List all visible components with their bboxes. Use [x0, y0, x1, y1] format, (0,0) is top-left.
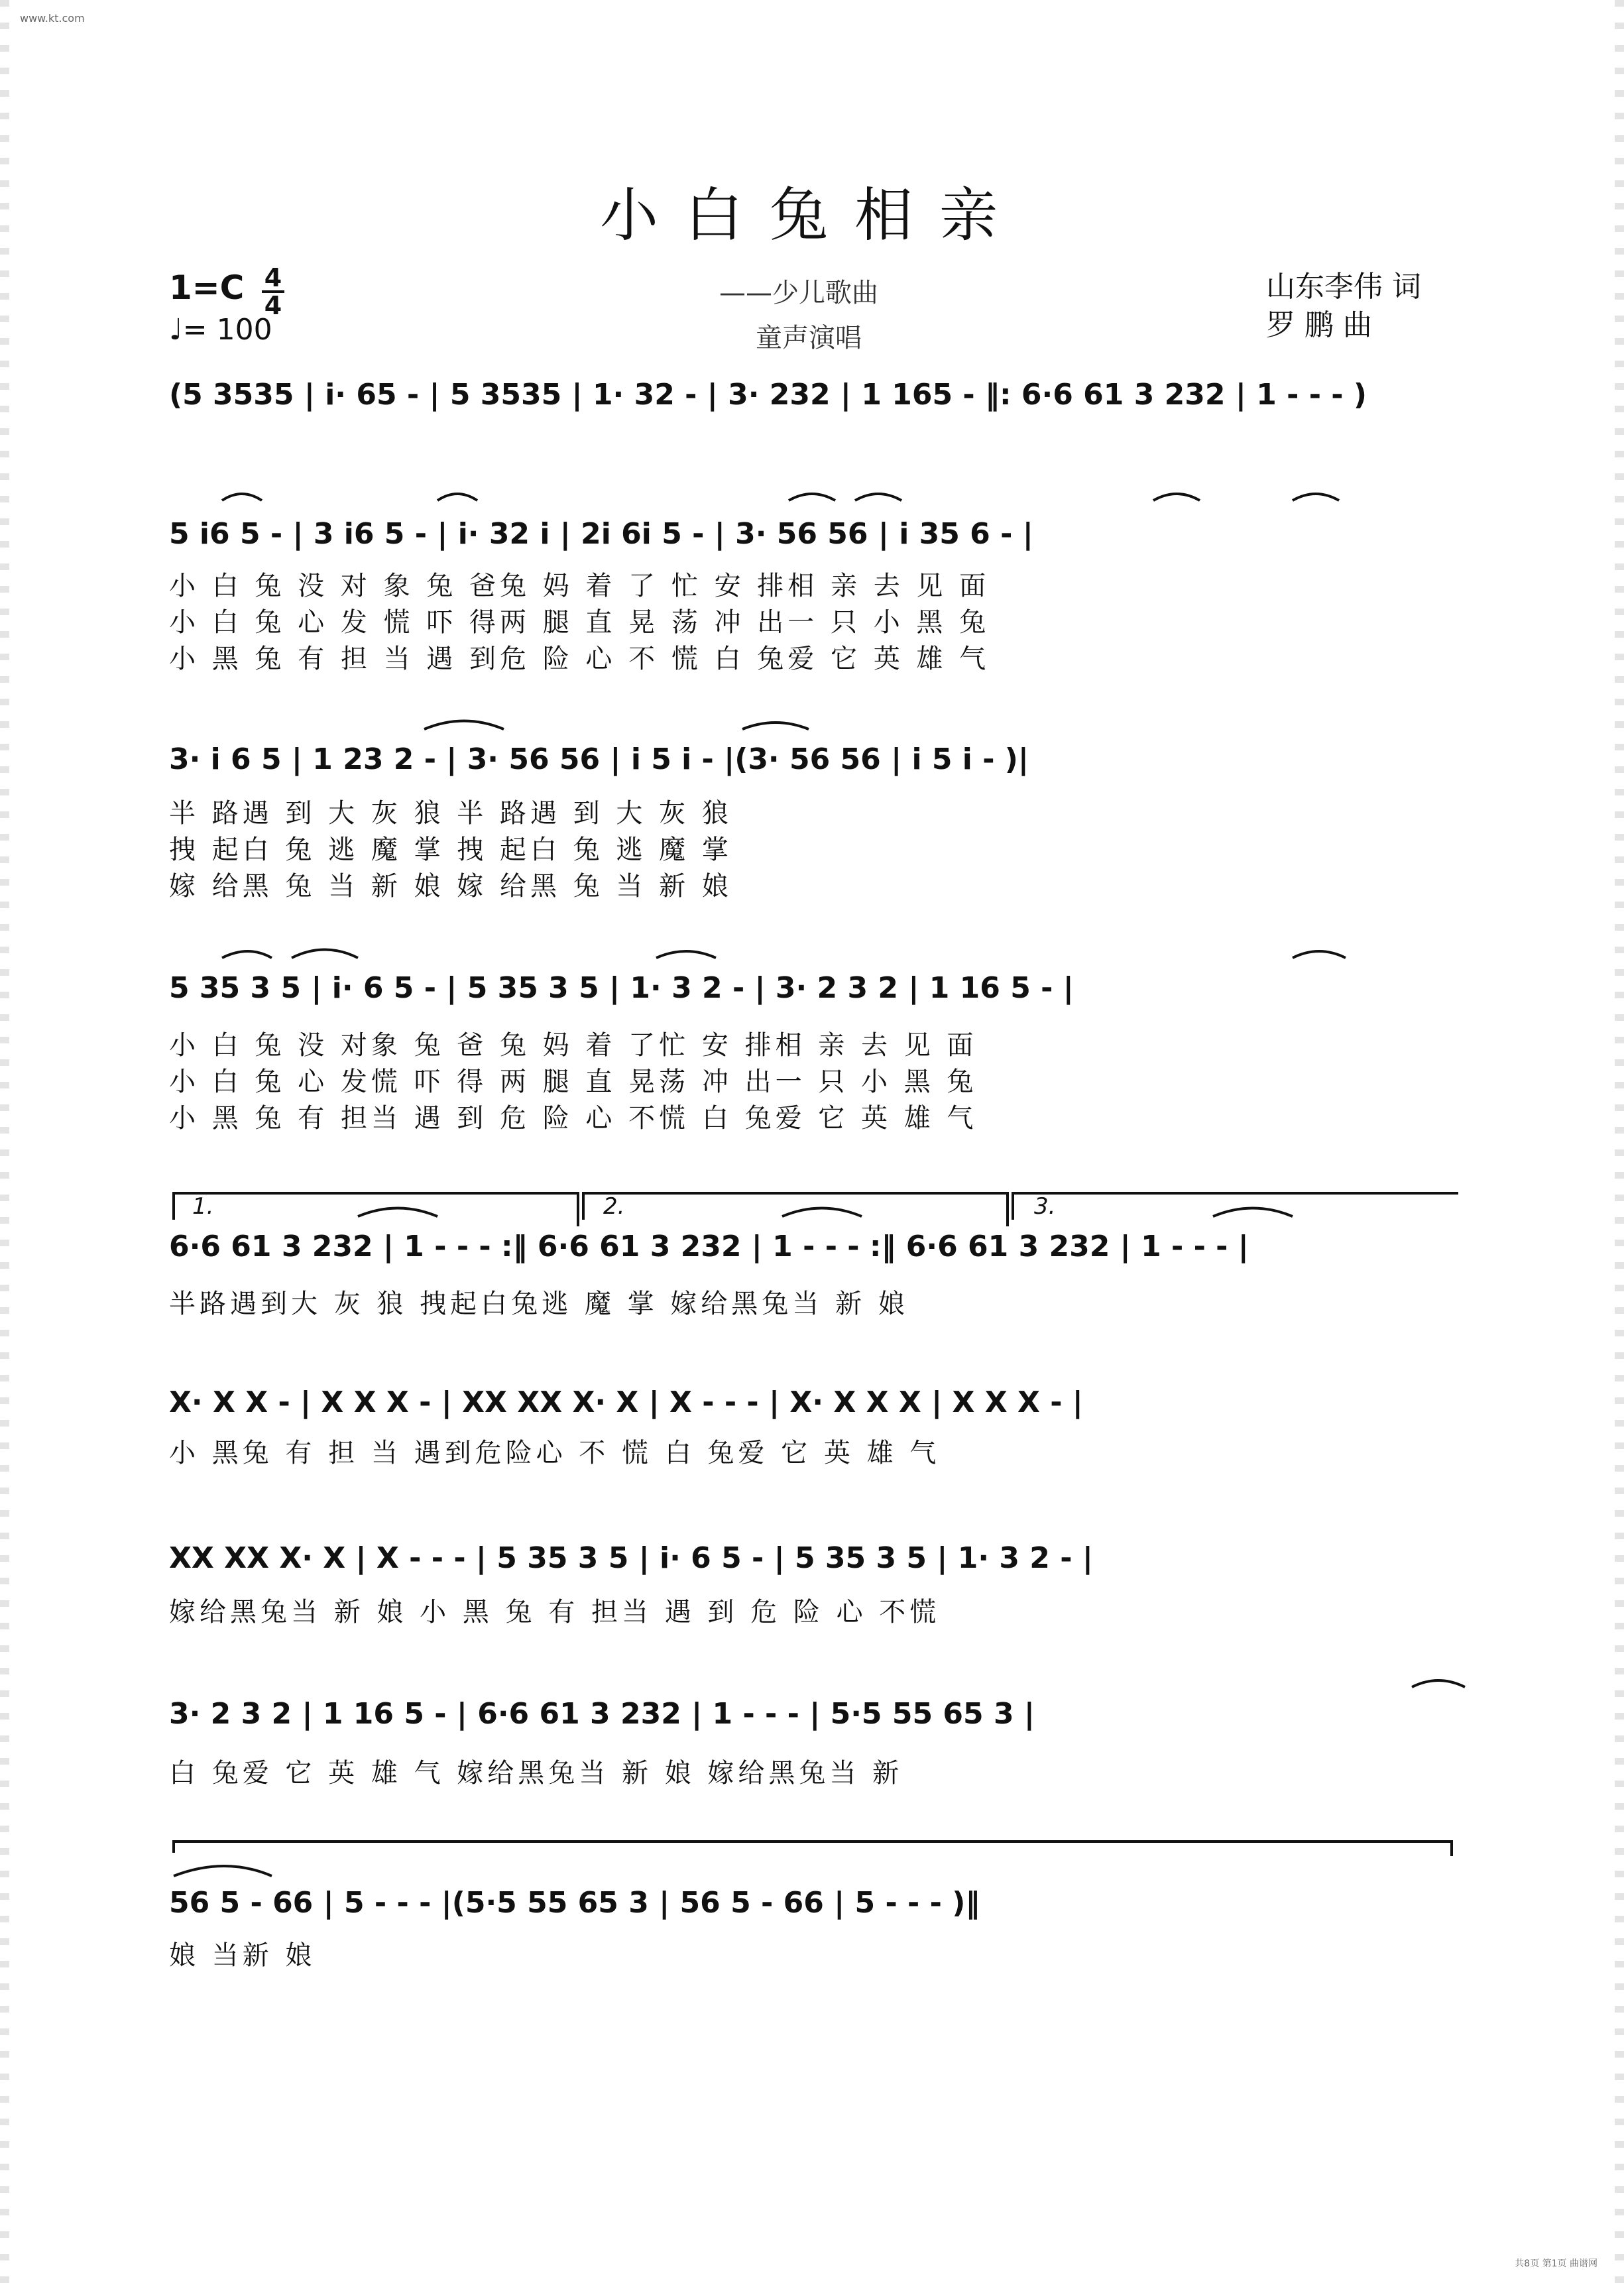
lyric-line: 娘 当新 娘: [169, 1940, 316, 1971]
lyric-line: 小 白 兔 心 发慌 吓 得 两 腿 直 晃荡 冲 出一 只 小 黑 兔: [169, 1067, 978, 1097]
score-system-5: 6·6 61 3 232 | 1 - - - :‖ 6·6 61 3 232 | 1 - - - :‖ 6·6 61 3 232 | 1 - - - |: [169, 1230, 1249, 1263]
score-system-8: 3· 2 3 2 | 1 16 5 - | 6·6 61 3 232 | 1 - - - | 5·5 55 65 3 |: [169, 1697, 1035, 1731]
slur: [424, 721, 504, 730]
lyric-line: 小 黑兔 有 担 当 遇到危险心 不 慌 白 兔爱 它 英 雄 气: [169, 1438, 941, 1468]
slur: [437, 494, 477, 500]
score-system-6: X· X X - | X X X - | XX XX X· X | X - - - | X· X X X | X X X - |: [169, 1385, 1083, 1419]
meter-bottom: 4: [264, 291, 282, 320]
volta-bracket-2: [583, 1193, 1008, 1226]
slur: [1293, 951, 1346, 958]
performer: 童声演唱: [756, 323, 862, 353]
volta-2-label: 2.: [603, 1193, 625, 1220]
lyricist-credit: 山东李伟 词: [1266, 270, 1421, 304]
score-system-1: (5 3535 | i· 65 - | 5 3535 | 1· 32 - | 3· 232 | 1 165 - ‖: 6·6 61 3 232 | 1 - - - ): [169, 378, 1367, 412]
lyric-line: 嫁 给黑 兔 当 新 娘 嫁 给黑 兔 当 新 娘: [169, 871, 732, 902]
slur: [782, 1208, 862, 1217]
score-system-7: XX XX X· X | X - - - | 5 35 3 5 | i· 6 5 - | 5 35 3 5 | 1· 3 2 - |: [169, 1541, 1093, 1575]
volta-bracket-3: [1013, 1193, 1458, 1220]
slur: [1213, 1208, 1293, 1217]
score-system-3: 3· i 6 5 | 1 23 2 - | 3· 56 56 | i 5 i - |(3· 56 56 | i 5 i - )|: [169, 742, 1029, 776]
lyric-line: 白 兔爱 它 英 雄 气 嫁给黑兔当 新 娘 嫁给黑兔当 新: [169, 1758, 903, 1788]
lyric-line: 小 白 兔 没 对 象 兔 爸兔 妈 着 了 忙 安 排相 亲 去 见 面: [169, 571, 990, 601]
subtitle: ——少儿歌曲: [719, 278, 878, 308]
footer-text: 共8页 第1页 曲谱网: [1515, 2258, 1597, 2269]
score-system-2: 5 i6 5 - | 3 i6 5 - | i· 32 i | 2i 6i 5 - | 3· 56 56 | i 35 6 - |: [169, 517, 1033, 551]
tempo-marking: ♩= 100: [169, 313, 272, 347]
lyric-line: 半路遇到大 灰 狼 拽起白兔逃 魔 掌 嫁给黑兔当 新 娘: [169, 1289, 909, 1319]
lyric-line: 小 黑 兔 有 担 当 遇 到危 险 心 不 慌 白 兔爱 它 英 雄 气: [169, 644, 990, 674]
key-signature: 1=C: [169, 268, 245, 307]
lyric-line: 小 白 兔 心 发 慌 吓 得两 腿 直 晃 荡 冲 出一 只 小 黑 兔: [169, 607, 990, 638]
slur: [358, 1208, 437, 1217]
slur: [1293, 494, 1339, 500]
volta-3-label: 3.: [1034, 1193, 1056, 1220]
slur: [789, 494, 835, 500]
lyric-line: 半 路遇 到 大 灰 狼 半 路遇 到 大 灰 狼: [169, 798, 732, 829]
meter-top: 4: [264, 263, 282, 292]
lyric-line: 小 白 兔 没 对象 兔 爸 兔 妈 着 了忙 安 排相 亲 去 见 面: [169, 1030, 978, 1061]
slur: [1153, 494, 1200, 500]
long-tie-line: [174, 1842, 1452, 1856]
slur: [742, 723, 809, 729]
score-system-4: 5 35 3 5 | i· 6 5 - | 5 35 3 5 | 1· 3 2 - | 3· 2 3 2 | 1 16 5 - |: [169, 971, 1074, 1005]
composer-credit: 罗 鹏 曲: [1266, 308, 1372, 342]
lyric-line: 小 黑 兔 有 担当 遇 到 危 险 心 不慌 白 兔爱 它 英 雄 气: [169, 1103, 978, 1134]
slur: [174, 1866, 272, 1876]
volta-1-label: 1.: [192, 1193, 214, 1220]
slur: [656, 951, 716, 958]
site-url: www.kt.com: [20, 12, 85, 25]
page-title: 小白兔相亲: [599, 181, 1024, 249]
slur: [222, 494, 262, 500]
lyric-line: 嫁给黑兔当 新 娘 小 黑 兔 有 担当 遇 到 危 险 心 不慌: [169, 1597, 941, 1627]
slur: [222, 951, 272, 958]
lyric-line: 拽 起白 兔 逃 魔 掌 拽 起白 兔 逃 魔 掌: [169, 835, 732, 865]
slur: [292, 950, 358, 959]
slur: [855, 494, 901, 500]
score-system-9: 56 5 - 66 | 5 - - - |(5·5 55 65 3 | 56 5 - 66 | 5 - - - )‖: [169, 1886, 980, 1920]
slur: [1412, 1680, 1465, 1687]
